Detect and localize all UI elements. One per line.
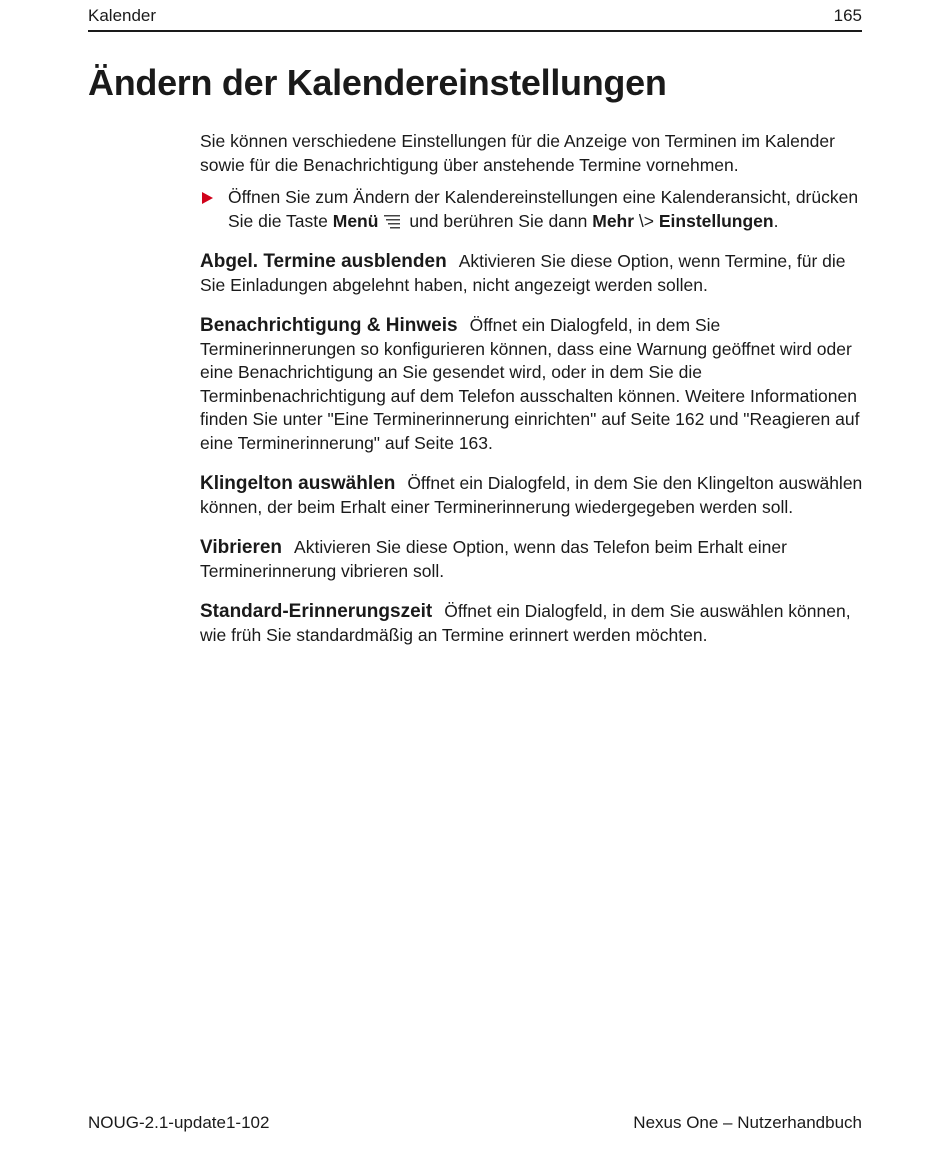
footer-doc-title: Nexus One – Nutzerhandbuch — [633, 1113, 862, 1132]
setting-text: Öffnet ein Dialogfeld, in dem Sie auswählen können, wie früh Sie standardmäßig an Termine erinnert werden möchten. — [200, 601, 851, 645]
setting-name: Vibrieren — [200, 537, 283, 558]
setting-name: Standard-Erinnerungszeit — [200, 601, 433, 622]
setting-description — [200, 600, 864, 647]
main-content — [200, 130, 864, 664]
header-section: Kalender — [88, 6, 157, 25]
settings-label: Einstellungen — [658, 210, 774, 231]
setting-text: Öffnet ein Dialogfeld, in dem Sie den Klingelton auswählen können, der beim Erhalt einer Terminerinnerung wiedergegeben werden soll. — [200, 473, 863, 517]
intro-paragraph: Sie können verschiedene Einstellungen für die Anzeige von Terminen im Kalender sowie für die Benachrichtigung über anstehende Termine vornehmen. — [200, 131, 835, 175]
setting-description — [200, 472, 864, 519]
setting-text: Öffnet ein Dialogfeld, in dem Sie Terminerinnerungen so konfigurieren können, dass eine Warnung geöffnet wird oder eine Benachrichtigung an Sie gesendet wird, oder in dem Sie die Terminbenachrichtigung auf dem Telefon ausschalten können. Weitere Informationen finden Sie unter "Eine Terminerinnerung einrichten" auf Seite 162 und "Reagieren auf eine Terminerinnerung" auf Seite 163. — [200, 315, 860, 453]
more-label: Mehr — [592, 210, 635, 231]
setting-text: Aktivieren Sie diese Option, wenn das Telefon beim Erhalt einer Terminerinnerung vibrieren soll. — [200, 537, 787, 581]
instruction-step — [200, 186, 864, 233]
footer-doc-id: NOUG-2.1-update1-102 — [88, 1113, 270, 1132]
setting-text: Aktivieren Sie diese Option, wenn Termine, für die Sie Einladungen abgelehnt haben, nicht angezeigt werden sollen. — [200, 251, 846, 295]
step-text-middle: und berühren Sie dann — [404, 210, 593, 231]
menu-icon — [384, 215, 400, 229]
menu-key-label: Menü — [332, 210, 379, 231]
setting-name: Benachrichtigung & Hinweis — [200, 315, 458, 336]
step-text-before: Öffnen Sie zum Ändern der Kalendereinstellungen eine Kalenderansicht, drücken Sie die Taste — [228, 187, 859, 231]
setting-name: Klingelton auswählen — [200, 473, 396, 494]
setting-description — [200, 250, 864, 297]
step-text-end: . — [773, 210, 779, 231]
step-separator: \> — [634, 210, 659, 231]
arrow-right-icon — [202, 192, 213, 204]
page-number: 165 — [833, 6, 862, 25]
page-title: Ändern der Kalendereinstellungen — [88, 62, 667, 103]
setting-name: Abgel. Termine ausblenden — [200, 251, 447, 272]
page-header — [88, 4, 862, 32]
setting-description — [200, 314, 864, 455]
setting-description — [200, 536, 864, 583]
